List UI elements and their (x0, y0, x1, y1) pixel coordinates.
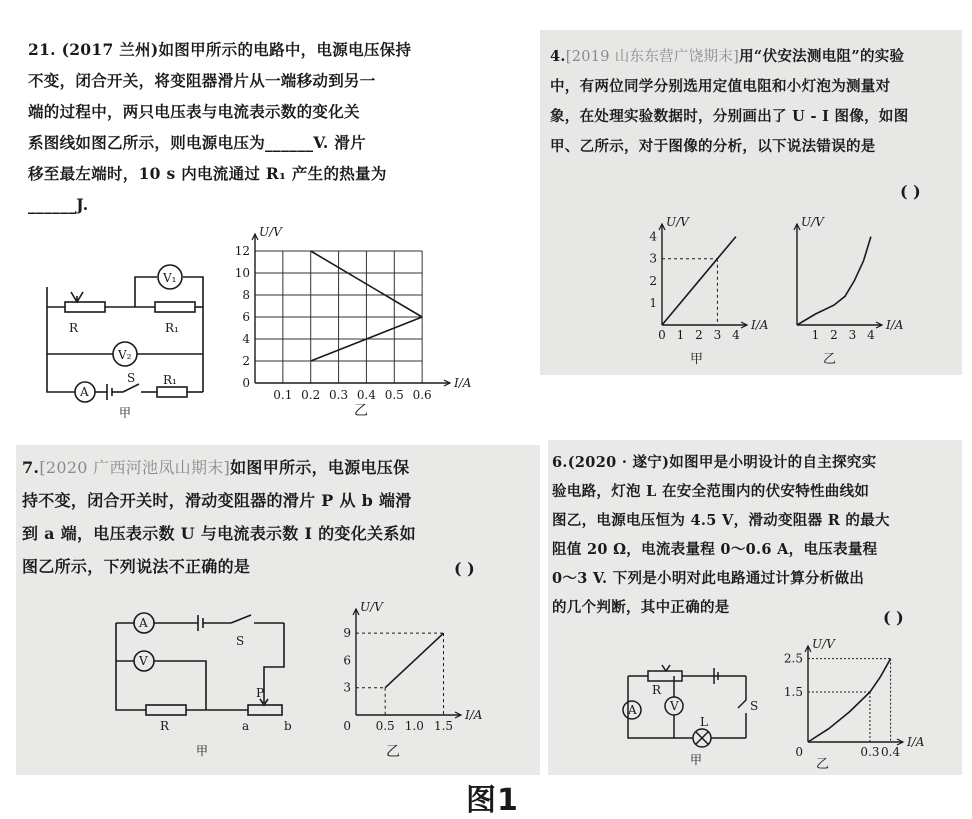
question-21-panel (0, 0, 530, 425)
q4-chart-a (640, 210, 780, 350)
y-tick-label: 2 (242, 354, 250, 368)
ammeter-label: A (80, 385, 89, 399)
switch-label: S (750, 699, 759, 713)
y-tick-label: 3 (649, 251, 657, 266)
question-4-panel (540, 30, 962, 375)
answer-parentheses: ( ) (454, 559, 475, 578)
answer-parentheses: ( ) (900, 182, 921, 201)
y-tick-label: 8 (242, 288, 250, 302)
question-7-panel (16, 445, 540, 775)
question-6-panel (548, 440, 962, 775)
x-tick-label: 0.5 (375, 719, 395, 733)
x-tick-label: 4 (732, 328, 740, 342)
caption-left: 甲 (690, 352, 704, 367)
chart-caption: 乙 (386, 744, 400, 760)
y-tick-label: 4 (649, 229, 657, 244)
x-tick-label: 2 (830, 328, 838, 342)
origin-label: 0 (795, 745, 803, 759)
question-21-text: 21. (2017 兰州)如图甲所示的电路中，电源电压保持 不变，闭合开关，将变阻器滑片从一端移动到另一 端的过程中，两只电压表与电流表示数的变化关 系图线如图乙所示，则电源电压为______V. 滑片 移至最左端时，10 s 内电流通过 R₁ 产生的热量为 ______J. (28, 40, 412, 214)
y-tick-label: 9 (343, 626, 351, 641)
y-axis-label: U/V (812, 637, 835, 651)
origin-label: 0 (343, 719, 351, 733)
lamp-label: L (700, 715, 708, 729)
y-tick-label: 3 (343, 680, 351, 695)
circuit-label-R: R (69, 321, 79, 335)
circuit-label-R1-bottom: R₁ (163, 373, 177, 387)
x-axis-label: I/A (886, 318, 904, 332)
question-6-text: 6.(2020 · 遂宁)如图甲是小明设计的自主探究实 验电路，灯泡 L 在安全范围内的伏安特性曲线如 图乙，电源电压恒为 4.5 V，滑动变阻器 R 的最大 阻值 20 Ω，电流表量程 0～0.6 A，电压表量程 0～3 V. 下列是小明对此电路通过计算分析做出 的几个判断，其中正确的是 (552, 454, 890, 616)
x-tick-label: 1.5 (433, 719, 454, 733)
question-7-text: 7.[2020 广西河池凤山期末]如图甲所示，电源电压保 持不变，闭合开关时，滑动变阻器的滑片 P 从 b 端滑 到 a 端，电压表示数 U 与电流表示数 I 的变化关系如 图乙所示，下列说法不正确的是 (22, 458, 416, 576)
circuit-caption: 甲 (690, 753, 703, 767)
voltmeter-label: V (139, 654, 148, 668)
x-tick-label: 0.4 (881, 745, 901, 759)
x-axis-label: I/A (751, 318, 769, 332)
switch-label: S (236, 634, 245, 648)
x-tick-label: 2 (695, 328, 703, 342)
x-tick-label: 0.2 (301, 388, 321, 402)
x-tick-label: 0.4 (356, 388, 376, 402)
y-tick-label: 10 (234, 266, 250, 280)
rheostat-label: R (652, 683, 662, 697)
x-tick-label: 0.6 (412, 388, 432, 402)
x-tick-label: 3 (848, 328, 857, 342)
x-tick-label: 4 (867, 328, 875, 342)
x-tick-label: 0.3 (860, 745, 880, 759)
x-axis-label: I/A (454, 376, 472, 390)
x-tick-label: 1 (676, 328, 685, 342)
y-tick-label: 6 (242, 310, 250, 324)
voltmeter-v2-label: V₂ (118, 348, 132, 362)
slider-label: P (256, 686, 265, 700)
y-tick-label: 1.5 (783, 685, 803, 699)
ammeter-label: A (628, 703, 637, 717)
x-tick-label: 0.5 (384, 388, 404, 402)
series-line-fixed-resistor (662, 237, 736, 325)
x-tick-label: 3 (713, 328, 722, 342)
question-number: 21. (28, 40, 56, 59)
y-tick-label: 2.5 (783, 651, 803, 666)
y-axis-label: U/V (360, 600, 383, 614)
question-4-text: 4.[2019 山东东营广饶期末]用“伏安法测电阻”的实验 中，有两位同学分别选用定值电阻和小灯泡为测量对 象，在处理实验数据时，分别画出了 U - I 图像，如图 甲、乙所示，对于图像的分析，以下说法错误的是 (550, 48, 909, 155)
figure-title: 图1 (466, 783, 519, 818)
q6-circuit-diagram (618, 648, 768, 768)
answer-parentheses: ( ) (883, 608, 904, 627)
chart-caption: 乙 (816, 757, 830, 772)
series-line-lamp-l (808, 659, 891, 742)
y-axis-label: U/V (801, 215, 824, 229)
voltmeter-label: V (670, 699, 679, 713)
voltmeter-v1-label: V₁ (163, 271, 177, 285)
y-axis-label: U/V (666, 215, 689, 229)
y-tick-label: 12 (234, 244, 250, 258)
x-tick-label: 1 (811, 328, 820, 342)
y-tick-label: 6 (343, 653, 351, 668)
q6-chart (780, 630, 930, 765)
question-source: (2017 兰州) (61, 40, 159, 59)
y-axis-label: U/V (259, 225, 282, 239)
q7-circuit-diagram (106, 605, 306, 758)
x-tick-label: 0.3 (329, 388, 349, 402)
y-tick-label: 2 (649, 273, 657, 288)
x-tick-label: 1.0 (404, 719, 424, 733)
y-tick-label: 4 (242, 332, 250, 346)
q21-circuit-diagram (35, 262, 225, 422)
x-tick-label: 0 (658, 328, 666, 342)
chart-caption: 乙 (354, 403, 368, 419)
ammeter-label: A (139, 616, 148, 630)
circuit-caption: 甲 (196, 744, 209, 758)
q4-chart-b (775, 210, 915, 350)
caption-right: 乙 (823, 352, 837, 367)
x-axis-label: I/A (907, 735, 925, 749)
terminal-a-label: a (242, 719, 250, 733)
circuit-label-R1: R₁ (165, 321, 179, 335)
x-tick-label: 0.1 (273, 388, 293, 402)
series-line-lamp (797, 237, 871, 325)
switch-label: S (127, 371, 136, 385)
series-line-u-i (385, 633, 443, 688)
terminal-b-label: b (284, 719, 292, 733)
y-tick-label: 0 (242, 376, 250, 390)
circuit-caption: 甲 (119, 406, 132, 420)
x-axis-label: I/A (465, 708, 483, 722)
q21-chart (225, 215, 485, 415)
q7-chart (326, 593, 486, 743)
y-tick-label: 1 (649, 295, 657, 310)
resistor-label: R (160, 719, 170, 733)
